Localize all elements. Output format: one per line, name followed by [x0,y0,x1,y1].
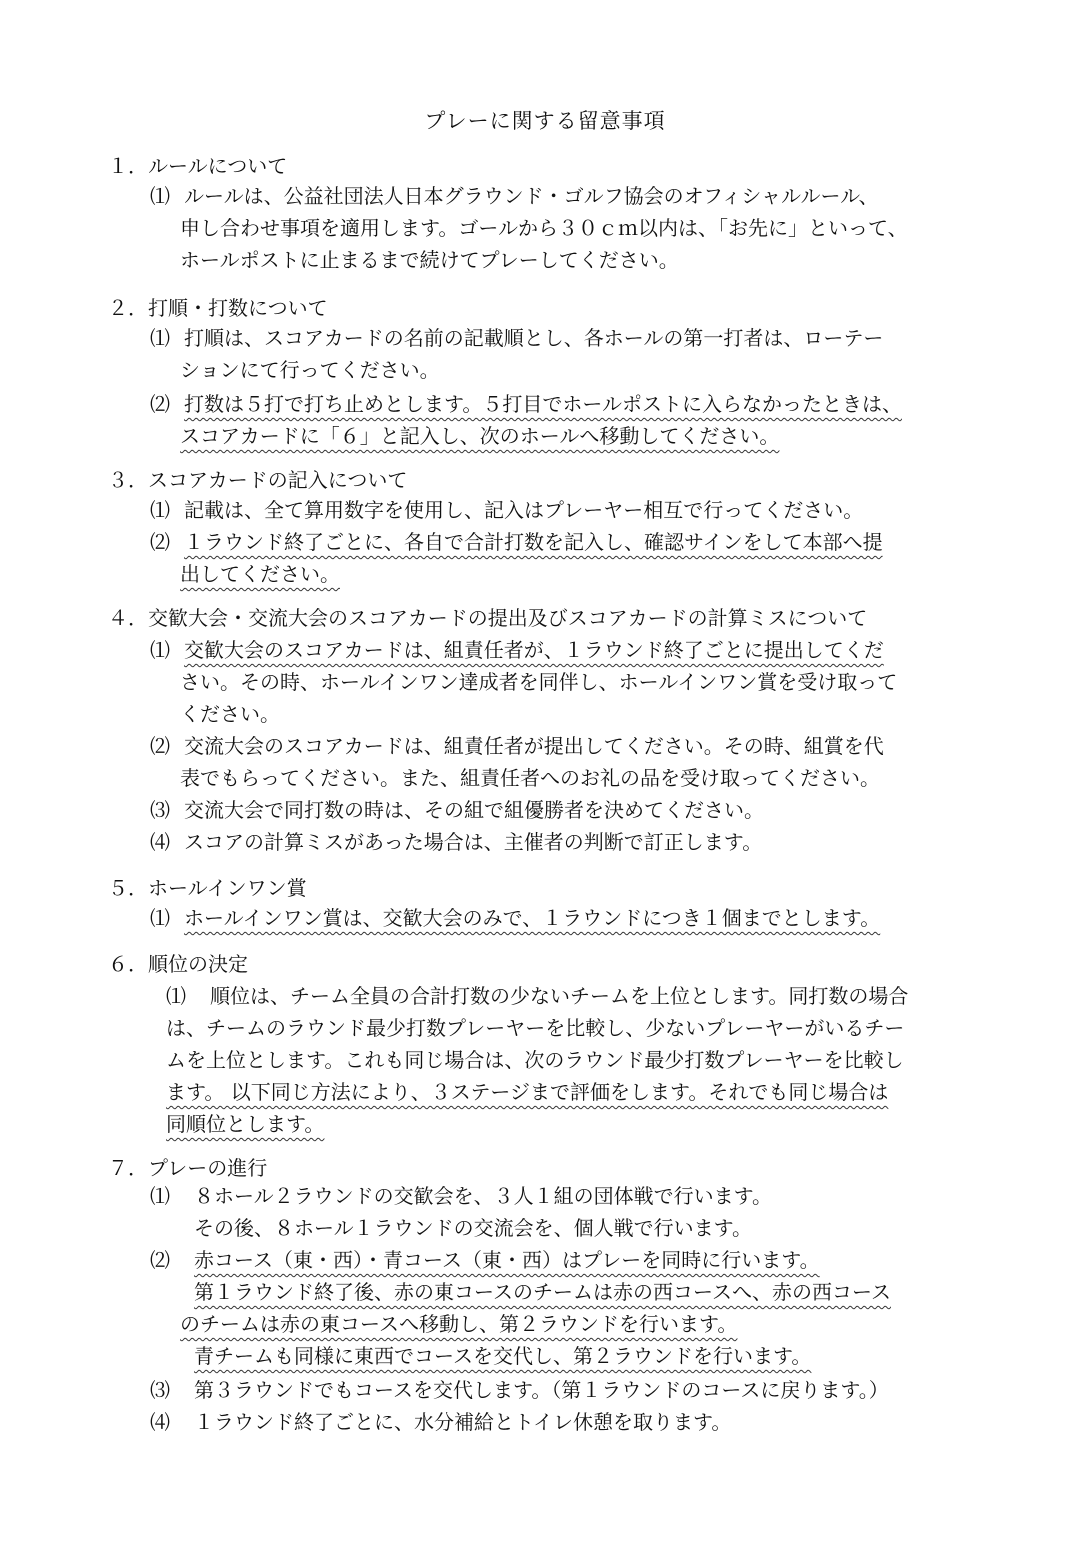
item-line: ホールインワン賞は、交歓大会のみで、１ラウンドにつき１個までとします。 [184,906,881,930]
section-title: 交歓大会・交流大会のスコアカードの提出及びスコアカードの計算ミスについて [148,606,868,630]
item-marker: ⑵ [150,530,170,554]
section-number: ６． [108,952,148,976]
item-marker: ⑶ [150,1378,170,1402]
section-4-heading [108,602,867,631]
section-1-heading [108,150,287,179]
item-line: ルールは、公益社団法人日本グラウンド・ゴルフ協会のオフィシャルルール、 [184,184,879,208]
section-title: ホールインワン賞 [148,876,307,900]
item-line: １ラウンド終了ごとに、各自で合計打数を記入し、確認サインをして本部へ提 [184,530,883,554]
item-marker: ⑵ [150,1248,170,1272]
item-marker: ⑴ [150,906,170,930]
item-marker: ⑶ [150,798,170,822]
section-title: スコアカードの記入について [148,468,408,492]
item-line: 赤コース（東・西）・青コース（東・西）はプレーを同時に行います。 [194,1248,820,1272]
section-number: １． [108,154,148,178]
section-3-heading [108,464,407,493]
item-marker: ⑷ [150,830,170,854]
item-line: 第１ラウンド終了後、赤の東コースのチームは赤の西コースへ、赤の西コース [194,1280,891,1304]
item-marker: ⑵ [150,734,170,758]
item-line: 交歓大会のスコアカードは、組責任者が、１ラウンド終了ごとに提出してくだ [184,638,884,662]
item-line: ムを上位とします。これも同じ場合は、次のラウンド最少打数プレーヤーを比較し [166,1048,904,1072]
section-number: ４． [108,606,148,630]
item-line: 交流大会のスコアカードは、組責任者が提出してください。その時、組賞を代 [184,734,884,758]
item-line: 順位は、チーム全員の合計打数の少ないチームを上位とします。同打数の場合 [210,984,909,1008]
item-line: 同順位とします。 [166,1112,325,1136]
item-line: 表でもらってください。また、組責任者へのお礼の品を受け取ってください。 [180,766,880,790]
item-line: ションにて行ってください。 [180,358,440,382]
item-line: ホールポストに止まるまで続けてプレーしてください。 [180,248,679,272]
item-line: ください。 [180,702,280,726]
section-number: ２． [108,296,148,320]
item-line: 記載は、全て算用数字を使用し、記入はプレーヤー相互で行ってください。 [184,498,864,522]
item-line: ８ホール２ラウンドの交歓会を、３人１組の団体戦で行います。 [194,1184,772,1208]
section-6-heading [108,948,248,977]
item-line: １ラウンド終了ごとに、水分補給とトイレ休憩を取ります。 [194,1410,732,1434]
item-line: スコアの計算ミスがあった場合は、主催者の判断で訂正します。 [184,830,763,854]
section-title: プレーの進行 [148,1156,268,1180]
section-7-heading [108,1152,267,1181]
document-title: プレーに関する留意事項 [424,109,666,133]
section-number: ３． [108,468,148,492]
item-marker: ⑴ [150,326,170,350]
item-line: スコアカードに「６」と記入し、次のホールへ移動してください。 [180,424,780,448]
item-line: は、チームのラウンド最少打数プレーヤーを比較し、少ないプレーヤーがいるチー [166,1016,905,1040]
section-title: ルールについて [148,154,288,178]
item-line: 打順は、スコアカードの名前の記載順とし、各ホールの第一打者は、ローテー [184,326,884,350]
item-line: 第３ラウンドでもコースを交代します。（第１ラウンドのコースに戻ります。） [194,1378,889,1402]
item-marker: ⑴ [150,184,170,208]
item-line: 青チームも同様に東西でコースを交代し、第２ラウンドを行います。 [194,1344,812,1368]
section-title: 順位の決定 [148,952,248,976]
section-number: ７． [108,1156,148,1180]
section-title: 打順・打数について [148,296,328,320]
item-marker: ⑴ [150,638,170,662]
item-line: 出してください。 [180,562,340,586]
item-line: 打数は５打で打ち止めとします。５打目でホールポストに入らなかったときは、 [184,392,902,416]
item-marker: ⑴ [150,1184,170,1208]
section-5-heading [108,872,307,901]
item-marker: ⑷ [150,1410,170,1434]
item-line: のチームは赤の東コースへ移動し、第２ラウンドを行います。 [180,1312,738,1336]
item-line: 交流大会で同打数の時は、その組で組優勝者を決めてください。 [184,798,764,822]
item-line: ます。 以下同じ方法により、３ステージまで評価をします。それでも同じ場合は [166,1080,889,1104]
item-line: さい。その時、ホールインワン達成者を同伴し、ホールインワン賞を受け取って [180,670,898,694]
item-line: その後、８ホール１ラウンドの交流会を、個人戦で行います。 [194,1216,752,1240]
item-marker: ⑴ [166,984,186,1008]
section-2-heading [108,292,328,321]
item-marker: ⑴ [150,498,170,522]
item-line: 申し合わせ事項を適用します。ゴールから３０ｃｍ以内は、「お先に」といって、 [180,216,908,240]
item-marker: ⑵ [150,392,170,416]
section-number: ５． [108,876,148,900]
